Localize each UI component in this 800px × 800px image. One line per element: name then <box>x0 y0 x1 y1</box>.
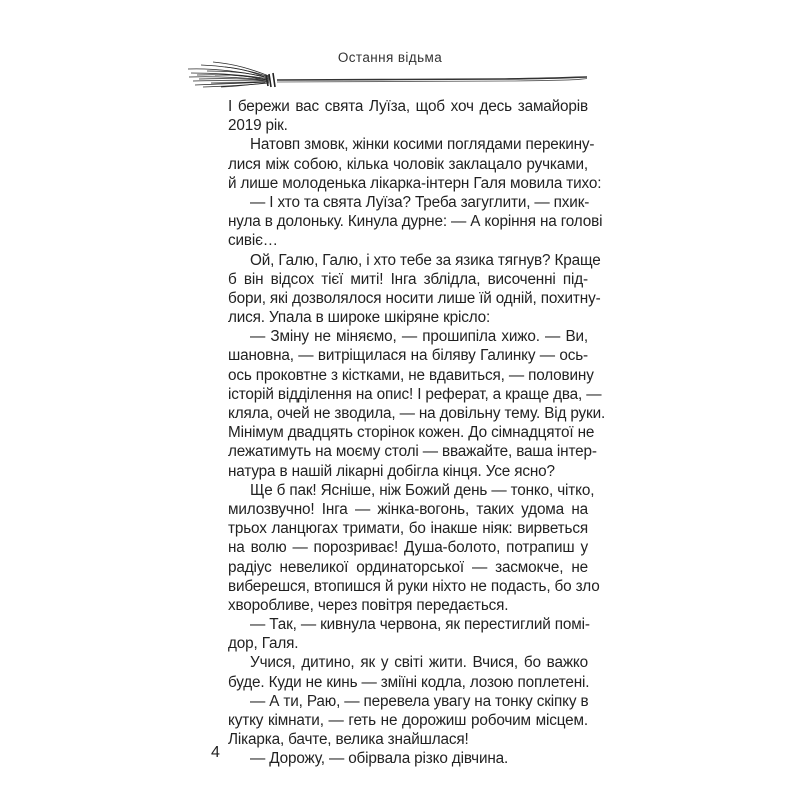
text-line: Ще б пак! Ясніше, ніж Божий день — тонко, чітко, <box>250 481 595 499</box>
text-line: на волю — порозриває! Душа-болото, потрапиш у <box>228 539 588 557</box>
text-line: Натовп змовк, жінки косими поглядами перекину- <box>250 136 595 154</box>
text-line: милозвучно! Інга — жінка-вогонь, таких удома на <box>228 500 588 518</box>
text-line: й лише молоденька лікарка-інтерн Галя мовила тихо: <box>228 174 602 192</box>
text-line: нула в долоньку. Кинула дурне: — А коріння на голові <box>228 213 603 231</box>
text-line: — Дорожу, — обірвала різко дівчина. <box>250 750 509 768</box>
text-line: буде. Куди не кинь — зміїні кодла, лозою поплетені. <box>228 673 590 691</box>
text-line: кляла, очей не зводила, — на довільну тему. Від руки. <box>228 405 606 422</box>
text-line: Учися, дитино, як у світі жити. Вчися, бо важко <box>250 654 588 672</box>
text-line: — А ти, Раю, — перевела увагу на тонку скіпку в <box>250 692 589 710</box>
text-line: — Зміну не міняємо, — прошипіла хижо. — Ви, <box>250 328 588 346</box>
text-line: виберешся, втопишся й руки ніхто не подасть, бо зло <box>228 577 600 595</box>
text-line: — І хто та свята Луїза? Треба загуглити, — пхик- <box>250 193 590 211</box>
text-line: дор, Галя. <box>228 635 299 653</box>
text-line: Мінімум двадцять сторінок кожен. До сімнадцятої не <box>228 424 595 442</box>
text-line: Ой, Галю, Галю, і хто тебе за язика тягнув? Краще <box>250 251 601 269</box>
text-line: 2019 рік. <box>228 117 288 135</box>
text-line: натура в нашій лікарні добігла кінця. Усе ясно? <box>228 462 555 480</box>
text-line: шановна, — витріщилася на біляву Галинку — ось- <box>228 347 588 365</box>
text-line: б він відсох тієї миті! Інга зблідла, височенні під- <box>228 270 588 288</box>
text-line: лися. Упала в широке шкіряне крісло: <box>228 309 491 327</box>
text-line: лежатимуть на моєму столі — вважайте, ваша інтер- <box>228 443 597 461</box>
page-body-text <box>228 97 606 769</box>
text-line: І бережи вас свята Луїза, щоб хоч десь замайорів <box>228 98 588 115</box>
text-line: ось проковтне з кістками, не вдавиться, — половину <box>228 366 594 384</box>
broom-icon <box>185 56 595 88</box>
text-line: трьох ланцюгах тримати, бо інакше ніяк: вирветься <box>228 520 588 538</box>
page-number: 4 <box>211 744 220 761</box>
text-line: — Так, — кивнула червона, як перестиглий помі- <box>250 616 590 634</box>
text-line: Лікарка, бачте, велика знайшлася! <box>228 731 469 749</box>
text-line: сивіє… <box>228 232 278 250</box>
text-line: кутку кімнати, — геть не дорожиш робочим місцем. <box>228 712 588 729</box>
running-header <box>185 48 595 88</box>
text-line: радіус невеликої ординаторської — засмокче, не <box>228 558 588 576</box>
text-line: бори, які дозволялося носити лише їй одній, похитну- <box>228 289 601 307</box>
text-line: хворобливе, через повітря передається. <box>228 596 509 614</box>
book-title: Остання відьма <box>337 50 443 65</box>
text-line: історій відділення на опис! І реферат, а краще два, — <box>228 385 602 403</box>
text-line: лися між собою, кілька чоловік заклацало ручками, <box>228 155 588 173</box>
